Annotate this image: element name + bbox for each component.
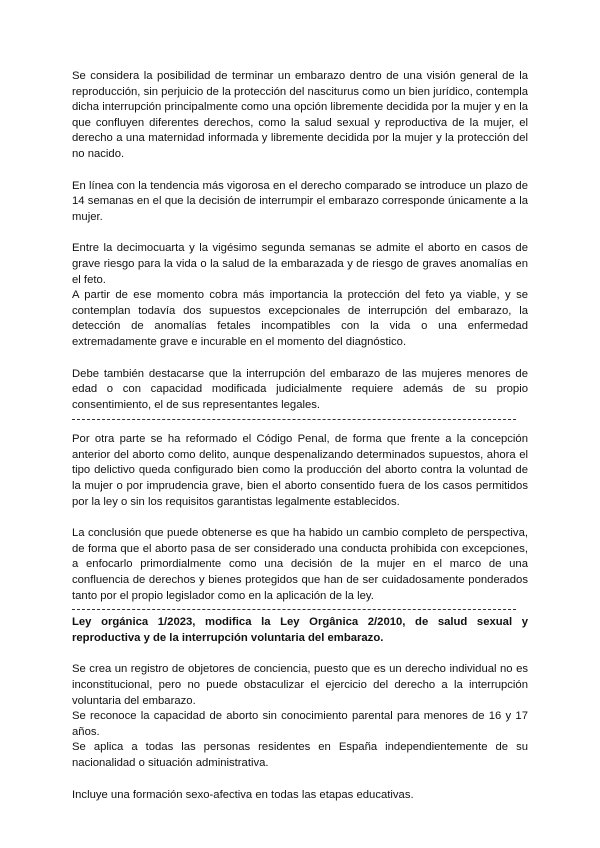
section-heading-ley-organica: Ley orgánica 1/2023, modifica la Ley Orgânica 2/2010, de salud sexual y reproductiva y de la interrupción voluntaria del embarazo. [72,616,528,644]
paragraph-vision-general: Se considera la posibilidad de terminar un embarazo dentro de una visión general de la reproducción, sin perjuicio de la protección del nasciturus como un bien jurídico, contempla dicha interrupción principalmente como una opción libremente decidida por la mujer y en la que confluyen diferentes derechos, como la salud sexual y reproductiva de la mujer, el derecho a una maternidad informada y libremente decidida por la mujer y la protección del no nacido. [72,70,528,160]
section-divider [72,419,516,421]
document-body [72,69,528,803]
paragraph-registro-objetores: Se crea un registro de objetores de conciencia, puesto que es un derecho individual no es inconstitucional, pero no puede obstaculizar el ejercicio del derecho a la interrupción voluntaria del embarazo. [72,663,528,707]
paragraph-codigo-penal: Por otra parte se ha reformado el Código Penal, de forma que frente a la concepción anterior del aborto como delito, aunque despenalizando determinados supuestos, ahora el tipo delictivo queda configurado bien como la producción del aborto contra la voluntad de la mujer o por imprudencia grave, bien el aborto consentido fuera de los casos permitidos por la ley o sin los requisitos garantistas legalmente establecidos. [72,433,528,508]
paragraph-conclusion: La conclusión que puede obtenerse es que ha habido un cambio completo de perspectiva, de forma que el aborto pasa de ser considerado una conducta prohibida con excepciones, a enfocarlo primordialmente como una decisión de la mujer en el marco de una confluencia de derechos y bienes protegidos que han de ser cuidadosamente ponderados tanto por el propio legislador como en la aplicación de la ley. [72,527,528,602]
paragraph-feto-viable: A partir de ese momento cobra más importancia la protección del feto ya viable, y se contemplan todavía dos supuestos excepcionales de interrupción del embarazo, la detección de anomalías fetales incompatibles con la vida o una enfermedad extremadamente grave e incurable en el momento del diagnóstico. [72,289,528,348]
paragraph-formacion-sexo-afectiva: Incluye una formación sexo-afectiva en todas las etapas educativas. [72,788,414,801]
paragraph-menores-16-17: Se reconoce la capacidad de aborto sin conocimiento parental para menores de 16 y 17 años. [72,710,528,738]
paragraph-plazo-14-semanas: En línea con la tendencia más vigorosa en el derecho comparado se introduce un plazo de 14 semanas en el que la decisión de interrumpir el embarazo corresponde únicamente a la mujer. [72,179,528,223]
paragraph-menores-de-edad: Debe también destacarse que la interrupción del embarazo de las mujeres menores de edad o con capacidad modificada judicialmente requiere además de su propio consentimiento, el de sus representantes legales. [72,367,528,411]
paragraph-residentes-espana: Se aplica a todas las personas residentes en España independientemente de su nacionalidad o situación administrativa. [72,741,528,769]
paragraph-semanas-14-22: Entre la decimocuarta y la vigésimo segunda semanas se admite el aborto en casos de grave riesgo para la vida o la salud de la embarazada y de riesgo de graves anomalías en el feto. [72,242,528,286]
section-divider [72,609,516,611]
